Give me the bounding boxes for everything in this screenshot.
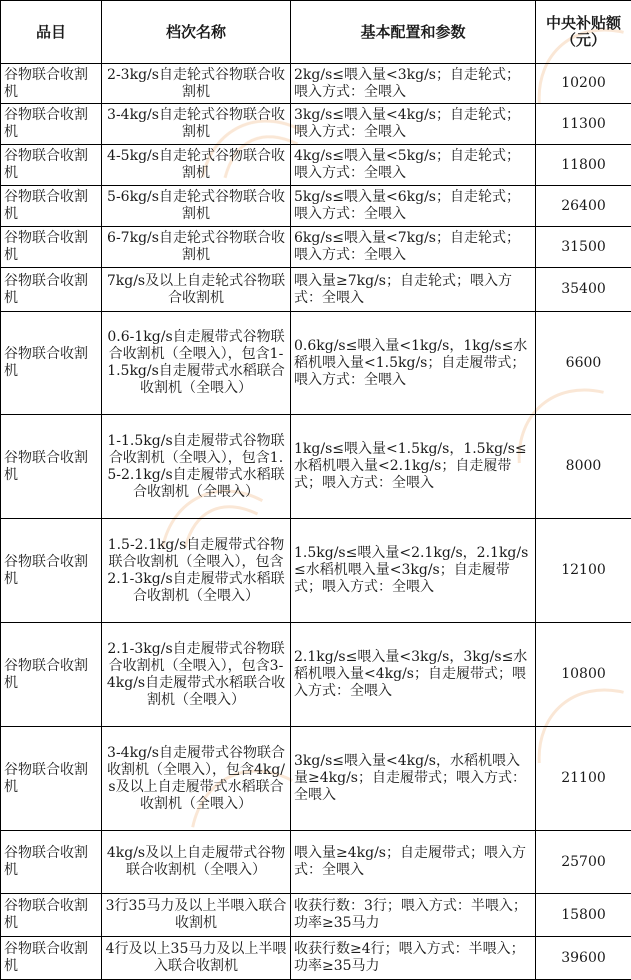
cell-grade-name: 6-7kg/s自走轮式谷物联合收割机 [102, 227, 291, 268]
cell-grade-name: 2.1-3kg/s自走履带式谷物联合收割机（全喂入），包含3-4kg/s自走履带式水稻联合收割机（全喂入） [102, 623, 291, 727]
cell-config-params: 2.1kg/s≤喂入量<3kg/s，3kg/s≤水稻机喂入量<4kg/s；自走履带式；喂入方式：全喂入 [291, 623, 536, 727]
cell-grade-name: 3-4kg/s自走履带式谷物联合收割机（全喂入），包含4kg/s及以上自走履带式水稻联合收割机（全喂入） [102, 727, 291, 831]
cell-category: 谷物联合收割机 [1, 937, 102, 980]
cell-grade-name: 7kg/s及以上自走轮式谷物联合收割机 [102, 268, 291, 312]
cell-grade-name: 4-5kg/s自走轮式谷物联合收割机 [102, 145, 291, 186]
cell-subsidy-amount: 10200 [536, 64, 631, 104]
cell-subsidy-amount: 35400 [536, 268, 631, 312]
cell-category: 谷物联合收割机 [1, 268, 102, 312]
cell-config-params: 4kg/s≤喂入量<5kg/s；自走轮式；喂入方式：全喂入 [291, 145, 536, 186]
cell-category: 谷物联合收割机 [1, 186, 102, 227]
cell-config-params: 2kg/s≤喂入量<3kg/s；自走轮式；喂入方式：全喂入 [291, 64, 536, 104]
cell-category: 谷物联合收割机 [1, 227, 102, 268]
table-row [1, 519, 631, 623]
cell-config-params: 喂入量≥4kg/s；自走履带式；喂入方式：全喂入 [291, 831, 536, 894]
cell-subsidy-amount: 26400 [536, 186, 631, 227]
table-row [1, 894, 631, 937]
table-row [1, 312, 631, 415]
cell-category: 谷物联合收割机 [1, 894, 102, 937]
cell-config-params: 收获行数≥4行；喂入方式：半喂入；功率≥35马力 [291, 937, 536, 980]
cell-config-params: 收获行数：3行；喂入方式：半喂入；功率≥35马力 [291, 894, 536, 937]
cell-config-params: 1kg/s≤喂入量<1.5kg/s，1.5kg/s≤水稻机喂入量<2.1kg/s；自走履带式；喂入方式：全喂入 [291, 415, 536, 519]
cell-grade-name: 1-1.5kg/s自走履带式谷物联合收割机（全喂入），包含1.5-2.1kg/s自走履带式水稻联合收割机（全喂入） [102, 415, 291, 519]
cell-subsidy-amount: 10800 [536, 623, 631, 727]
cell-category: 谷物联合收割机 [1, 623, 102, 727]
cell-subsidy-amount: 8000 [536, 415, 631, 519]
cell-category: 谷物联合收割机 [1, 519, 102, 623]
cell-category: 谷物联合收割机 [1, 104, 102, 145]
header-grade-name: 档次名称 [102, 1, 291, 64]
table-row [1, 145, 631, 186]
cell-subsidy-amount: 12100 [536, 519, 631, 623]
header-config-params: 基本配置和参数 [291, 1, 536, 64]
cell-config-params: 3kg/s≤喂入量<4kg/s；自走轮式；喂入方式：全喂入 [291, 104, 536, 145]
table-row [1, 937, 631, 980]
cell-grade-name: 5-6kg/s自走轮式谷物联合收割机 [102, 186, 291, 227]
cell-config-params: 0.6kg/s≤喂入量<1kg/s，1kg/s≤水稻机喂入量<1.5kg/s；自走履带式；喂入方式：全喂入 [291, 312, 536, 415]
cell-subsidy-amount: 21100 [536, 727, 631, 831]
cell-subsidy-amount: 31500 [536, 227, 631, 268]
cell-subsidy-amount: 6600 [536, 312, 631, 415]
table-row [1, 727, 631, 831]
cell-subsidy-amount: 25700 [536, 831, 631, 894]
cell-category: 谷物联合收割机 [1, 415, 102, 519]
header-category: 品目 [1, 1, 102, 64]
cell-grade-name: 0.6-1kg/s自走履带式谷物联合收割机（全喂入），包含1-1.5kg/s自走履带式水稻联合收割机（全喂入） [102, 312, 291, 415]
table-row [1, 64, 631, 104]
cell-grade-name: 3行35马力及以上半喂入联合收割机 [102, 894, 291, 937]
table-row [1, 186, 631, 227]
cell-subsidy-amount: 11800 [536, 145, 631, 186]
cell-category: 谷物联合收割机 [1, 64, 102, 104]
cell-config-params: 5kg/s≤喂入量<6kg/s；自走轮式；喂入方式：全喂入 [291, 186, 536, 227]
cell-category: 谷物联合收割机 [1, 145, 102, 186]
cell-subsidy-amount: 39600 [536, 937, 631, 980]
cell-grade-name: 2-3kg/s自走轮式谷物联合收割机 [102, 64, 291, 104]
cell-grade-name: 4行及以上35马力及以上半喂入联合收割机 [102, 937, 291, 980]
cell-grade-name: 4kg/s及以上自走履带式谷物联合收割机（全喂入） [102, 831, 291, 894]
table-row [1, 831, 631, 894]
cell-grade-name: 1.5-2.1kg/s自走履带式谷物联合收割机（全喂入），包含2.1-3kg/s自走履带式水稻联合收割机（全喂入） [102, 519, 291, 623]
cell-grade-name: 3-4kg/s自走轮式谷物联合收割机 [102, 104, 291, 145]
cell-category: 谷物联合收割机 [1, 727, 102, 831]
cell-config-params: 喂入量≥7kg/s；自走轮式；喂入方式：全喂入 [291, 268, 536, 312]
header-row [1, 1, 631, 64]
cell-config-params: 1.5kg/s≤喂入量<2.1kg/s，2.1kg/s≤水稻机喂入量<3kg/s；自走履带式；喂入方式：全喂入 [291, 519, 536, 623]
header-subsidy-amount: 中央补贴额（元） [536, 1, 631, 64]
table-row [1, 415, 631, 519]
cell-subsidy-amount: 15800 [536, 894, 631, 937]
table-row [1, 104, 631, 145]
table-row [1, 268, 631, 312]
table-row [1, 227, 631, 268]
table-row [1, 623, 631, 727]
cell-subsidy-amount: 11300 [536, 104, 631, 145]
cell-category: 谷物联合收割机 [1, 831, 102, 894]
cell-config-params: 6kg/s≤喂入量<7kg/s；自走轮式；喂入方式：全喂入 [291, 227, 536, 268]
cell-category: 谷物联合收割机 [1, 312, 102, 415]
cell-config-params: 3kg/s≤喂入量<4kg/s，水稻机喂入量≥4kg/s；自走履带式；喂入方式：全喂入 [291, 727, 536, 831]
